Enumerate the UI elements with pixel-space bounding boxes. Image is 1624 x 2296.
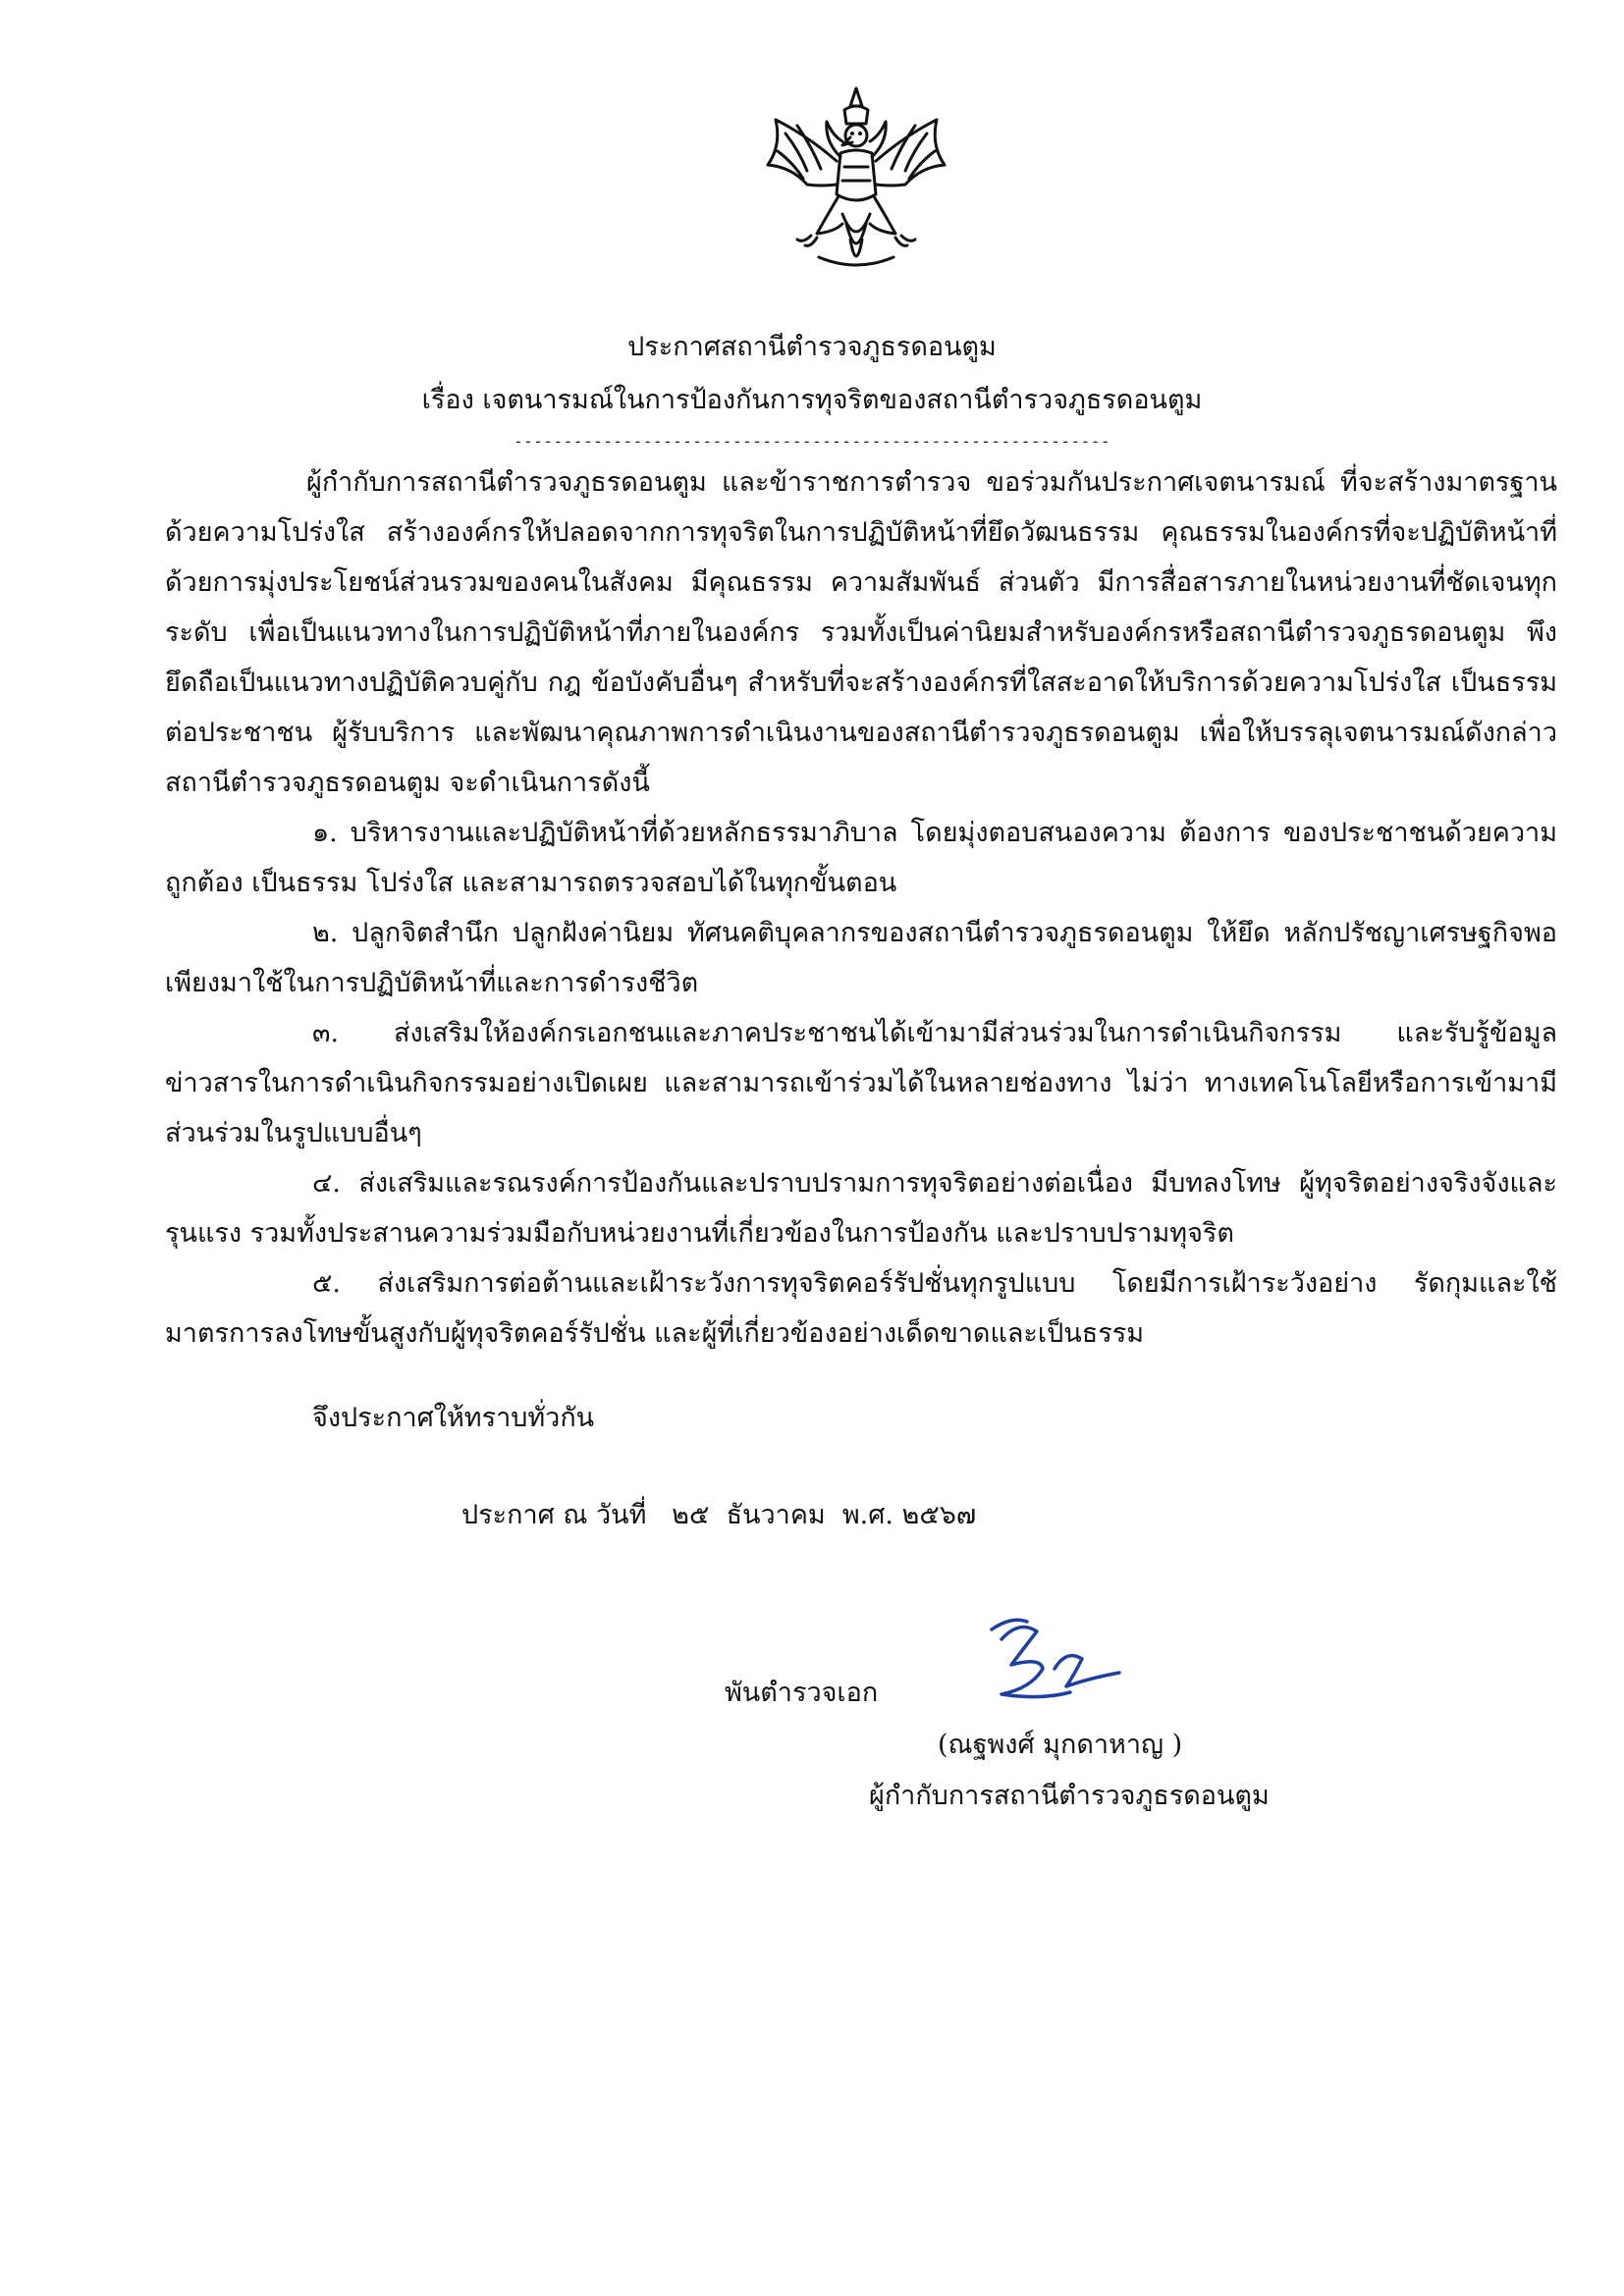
intro-paragraph: ผู้กำกับการสถานีตำรวจภูธรดอนตูม และข้าราชการตำรวจ ขอร่วมกันประกาศเจตนารมณ์ ที่จะสร้างมาตรฐานด้วยความโปร่งใส สร้างองค์กรให้ปลอดจากการทุจริตในการปฏิบัติหน้าที่ยึดวัฒนธรรม คุณธรรมในองค์กรที่จะปฏิบัติหน้าที่ด้วยการมุ่งประโยชน์ส่วนรวมของคนในสังคม มีคุณธรรม ความสัมพันธ์ ส่วนตัว มีการสื่อสารภายในหน่วยงานที่ชัดเจนทุกระดับ เพื่อเป็นแนวทางในการปฏิบัติหน้าที่ภายในองค์กร รวมทั้งเป็นค่านิยมสำหรับองค์กรหรือสถานีตำรวจภูธรดอนตูม พึงยึดถือเป็นแนวทางปฏิบัติควบคู่กับ กฎ ข้อบังคับอื่นๆ สำหรับที่จะสร้างองค์กรที่ใสสะอาดให้บริการด้วยความโปร่งใส เป็นธรรม ต่อประชาชน ผู้รับบริการ และพัฒนาคุณภาพการดำเนินงานของสถานีตำรวจภูธรดอนตูม เพื่อให้บรรลุเจตนารมณ์ดังกล่าว สถานีตำรวจภูธรดอนตูม จะดำเนินการดังนี้ — [165, 467, 1557, 798]
signer-rank: พันตำรวจเอก — [725, 1678, 879, 1708]
announcement-title: ประกาศสถานีตำรวจภูธรดอนตูม — [627, 332, 997, 362]
closing-statement: จึงประกาศให้ทราบทั่วกัน — [312, 1403, 595, 1433]
handwritten-signature — [972, 1610, 1139, 1728]
list-item: ๑. บริหารงานและปฏิบัติหน้าที่ด้วยหลักธรรมาภิบาล โดยมุ่งตอบสนองความ ต้องการ ของประชาชนด้วยความถูกต้อง เป็นธรรม โปร่งใส และสามารถตรวจสอบได้ในทุกขั้นตอน — [165, 818, 1557, 898]
announcement-subject: เรื่อง เจตนารมณ์ในการป้องกันการทุจริตของสถานีตำรวจภูธรดอนตูม — [421, 385, 1203, 415]
garuda-emblem-icon — [748, 77, 964, 293]
signer-name: (ณฐพงศ์ มุกดาหาญ ) — [938, 1730, 1183, 1760]
signer-position: ผู้กำกับการสถานีตำรวจภูธรดอนตูม — [869, 1781, 1270, 1811]
list-item: ๕. ส่งเสริมการต่อต้านและเฝ้าระวังการทุจริตคอร์รัปชั่นทุกรูปแบบ โดยมีการเฝ้าระวังอย่าง รัดกุมและใช้มาตรการลงโทษขั้นสูงกับผู้ทุจริตคอร์รัปชั่น และผู้ที่เกี่ยวข้องอย่างเด็ดขาดและเป็นธรรม — [165, 1268, 1557, 1349]
list-item: ๔. ส่งเสริมและรณรงค์การป้องกันและปราบปรามการทุจริตอย่างต่อเนื่อง มีบทลงโทษ ผู้ทุจริตอย่างจริงจังและรุนแรง รวมทั้งประสานความร่วมมือกับหน่วยงานที่เกี่ยวข้องในการป้องกัน และปราบปรามทุจริต — [165, 1168, 1557, 1249]
title-divider: ------------------------------------------------------------ — [514, 432, 1110, 451]
announcement-date: ประกาศ ณ วันที่ ๒๕ ธันวาคม พ.ศ. ๒๕๖๗ — [461, 1500, 977, 1530]
list-item: ๒. ปลูกจิตสำนึก ปลูกฝังค่านิยม ทัศนคติบุคลากรของสถานีตำรวจภูธรดอนตูม ให้ยึด หลักปรัชญาเศรษฐกิจพอเพียงมาใช้ในการปฏิบัติหน้าที่และการดำรงชีวิต — [165, 918, 1557, 998]
list-item: ๓. ส่งเสริมให้องค์กรเอกชนและภาคประชาชนได้เข้ามามีส่วนร่วมในการดำเนินกิจกรรม และรับรู้ข้อมูลข่าวสารในการดำเนินกิจกรรมอย่างเปิดเผย และสามารถเข้าร่วมได้ในหลายช่องทาง ไม่ว่า ทางเทคโนโลยีหรือการเข้ามามีส่วนร่วมในรูปแบบอื่นๆ — [165, 1018, 1557, 1148]
announcement-body — [165, 457, 1557, 1359]
